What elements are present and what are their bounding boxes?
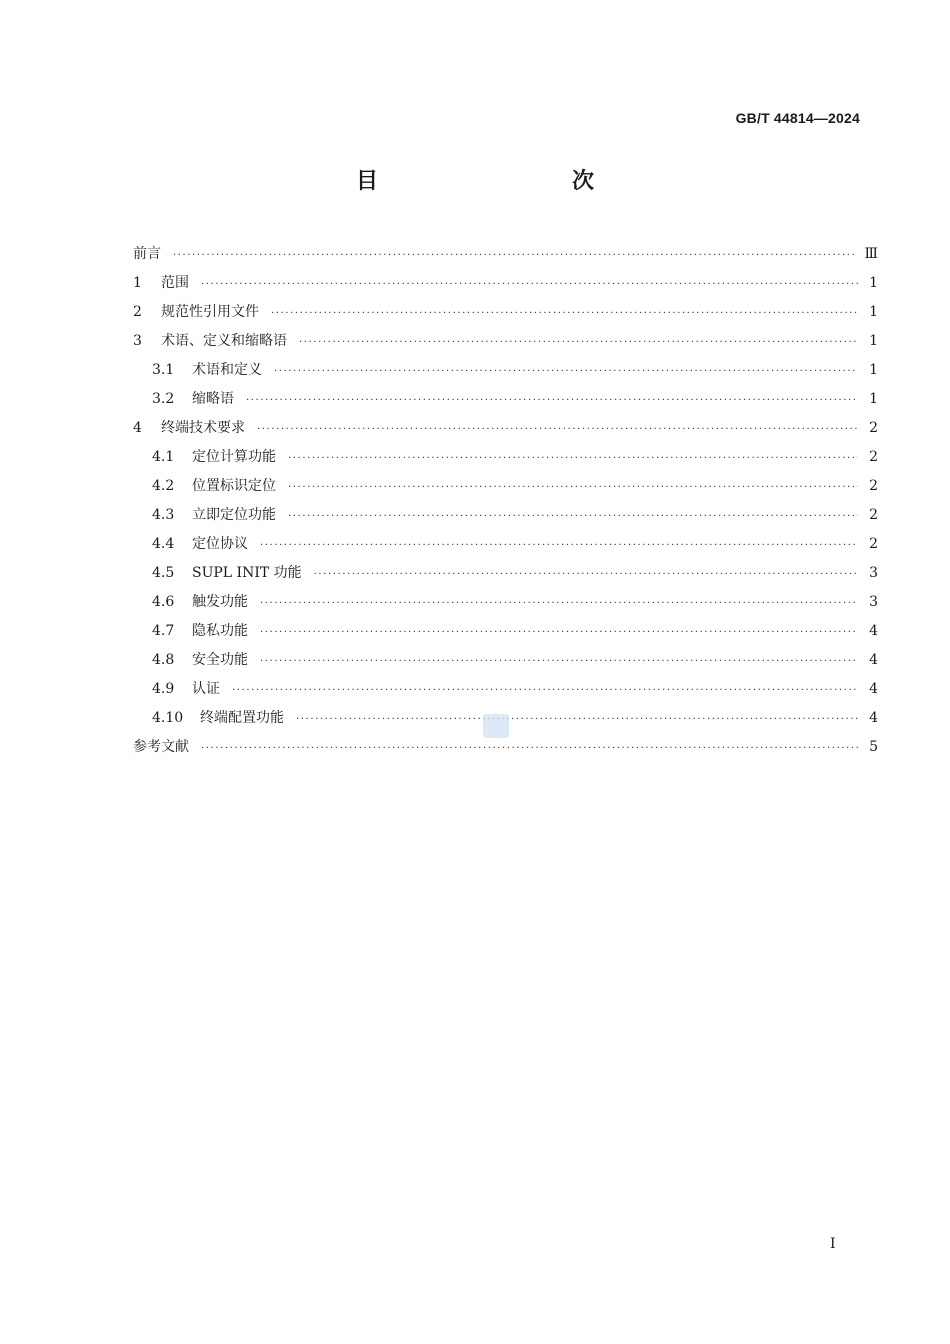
toc-entry-page: 5 <box>869 739 878 755</box>
toc-entry-page: 1 <box>869 391 878 407</box>
toc-entry-label: 安全功能 <box>192 652 248 668</box>
toc-entry-number: 1 <box>133 275 142 291</box>
toc-entry-number: 4.6 <box>152 594 175 610</box>
toc-leader-dots <box>246 386 858 415</box>
toc-entry-label: 终端技术要求 <box>161 420 245 436</box>
toc-entry-page: 3 <box>869 565 878 581</box>
toc-entry-page: 2 <box>869 536 878 552</box>
toc-entry-label: 终端配置功能 <box>200 710 284 726</box>
toc-entry-3[interactable] <box>133 327 878 356</box>
toc-entry-4-3[interactable] <box>133 501 878 530</box>
toc-entry-4-8[interactable] <box>133 646 878 675</box>
toc-entry-label: 位置标识定位 <box>192 478 276 494</box>
toc-entry-page: 2 <box>869 420 878 436</box>
toc-leader-dots <box>260 589 858 618</box>
toc-entry-4-2[interactable] <box>133 472 878 501</box>
toc-entry-3-2[interactable] <box>133 385 878 414</box>
toc-entry-page: 4 <box>869 710 878 726</box>
toc-entry-page: 1 <box>869 362 878 378</box>
toc-leader-dots <box>201 270 858 299</box>
toc-entry-label: 前言 <box>133 246 161 262</box>
toc-entry-page: Ⅲ <box>864 246 878 262</box>
toc-entry-page: 2 <box>869 478 878 494</box>
toc-entry-label: 认证 <box>192 681 220 697</box>
toc-leader-dots <box>173 241 854 270</box>
toc-title: 目 次 <box>355 169 644 194</box>
page-folio: Ⅰ <box>830 1236 836 1252</box>
toc-entry-4-1[interactable] <box>133 443 878 472</box>
watermark-logo <box>483 714 509 738</box>
toc-leader-dots <box>257 415 858 444</box>
toc-entry-label: SUPL INIT 功能 <box>192 565 302 581</box>
toc-leader-dots <box>260 531 858 560</box>
toc-entry-page: 1 <box>869 275 878 291</box>
toc-entry-number: 4 <box>133 420 142 436</box>
toc-entry-number: 4.2 <box>152 478 175 494</box>
toc-entry-label: 缩略语 <box>192 391 234 407</box>
toc-leader-dots <box>260 618 858 647</box>
toc-entry-number: 4.1 <box>152 449 175 465</box>
toc-entry-page: 2 <box>869 507 878 523</box>
toc-entry-number: 4.3 <box>152 507 175 523</box>
toc-entry-label: 定位协议 <box>192 536 248 552</box>
toc-leader-dots <box>274 357 858 386</box>
toc-entry-3-1[interactable] <box>133 356 878 385</box>
toc-entry-label: 规范性引用文件 <box>161 304 259 320</box>
toc-entry-preface[interactable] <box>133 240 878 269</box>
table-of-contents <box>133 240 878 762</box>
toc-entry-number: 3.1 <box>152 362 175 378</box>
toc-entry-number: 3.2 <box>152 391 175 407</box>
toc-leader-dots <box>299 328 858 357</box>
toc-leader-dots <box>314 560 858 589</box>
toc-entry-number: 4.7 <box>152 623 175 639</box>
toc-entry-number: 4.4 <box>152 536 175 552</box>
toc-entry-1[interactable] <box>133 269 878 298</box>
toc-entry-page: 4 <box>869 652 878 668</box>
toc-leader-dots <box>260 647 858 676</box>
toc-entry-number: 2 <box>133 304 142 320</box>
toc-entry-label: 术语、定义和缩略语 <box>161 333 287 349</box>
toc-entry-page: 4 <box>869 623 878 639</box>
toc-entry-number: 3 <box>133 333 142 349</box>
toc-entry-label: 触发功能 <box>192 594 248 610</box>
toc-leader-dots <box>271 299 858 328</box>
toc-leader-dots <box>288 473 858 502</box>
toc-entry-page: 3 <box>869 594 878 610</box>
toc-entry-2[interactable] <box>133 298 878 327</box>
toc-entry-number: 4.9 <box>152 681 175 697</box>
toc-entry-label: 范围 <box>161 275 189 291</box>
toc-entry-4-4[interactable] <box>133 530 878 559</box>
toc-entry-page: 1 <box>869 304 878 320</box>
toc-entry-4-7[interactable] <box>133 617 878 646</box>
toc-leader-dots <box>296 705 858 734</box>
toc-entry-number: 4.10 <box>152 710 184 726</box>
toc-entry-page: 2 <box>869 449 878 465</box>
toc-entry-label: 立即定位功能 <box>192 507 276 523</box>
toc-leader-dots <box>201 734 858 763</box>
toc-leader-dots <box>232 676 858 705</box>
toc-leader-dots <box>288 444 858 473</box>
toc-entry-number: 4.5 <box>152 565 175 581</box>
toc-entry-label: 参考文献 <box>133 739 189 755</box>
toc-entry-4-9[interactable] <box>133 675 878 704</box>
toc-entry-4-5[interactable] <box>133 559 878 588</box>
toc-entry-label: 定位计算功能 <box>192 449 276 465</box>
toc-entry-number: 4.8 <box>152 652 175 668</box>
toc-entry-4[interactable] <box>133 414 878 443</box>
toc-entry-label: 术语和定义 <box>192 362 262 378</box>
toc-entry-4-6[interactable] <box>133 588 878 617</box>
toc-entry-page: 1 <box>869 333 878 349</box>
toc-entry-label: 隐私功能 <box>192 623 248 639</box>
standard-number: GB/T 44814—2024 <box>735 110 860 126</box>
toc-entry-page: 4 <box>869 681 878 697</box>
toc-leader-dots <box>288 502 858 531</box>
